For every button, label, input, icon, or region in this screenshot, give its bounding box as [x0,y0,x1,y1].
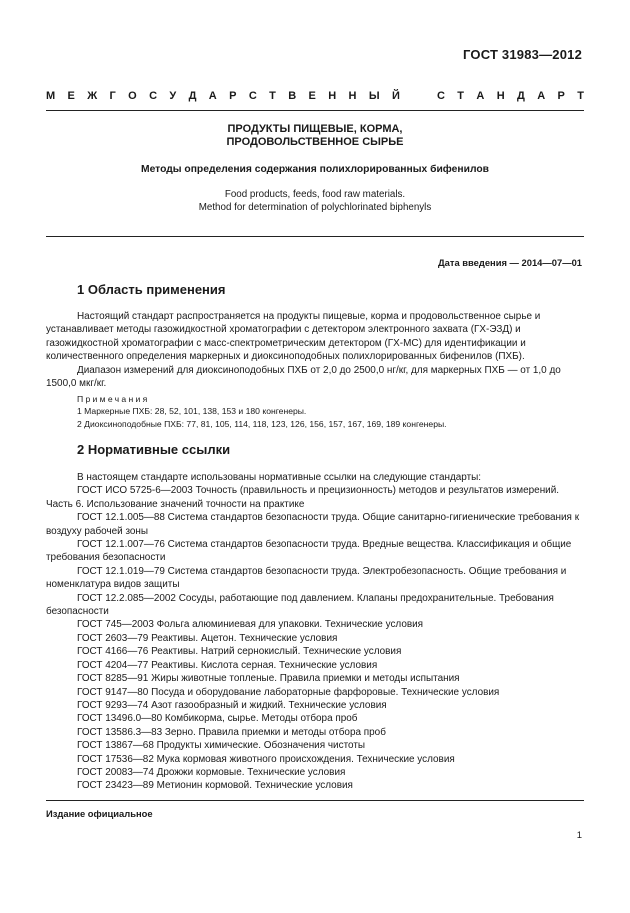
english-title: Food products, feeds, food raw materials. Method for determination of polychlorinated biphenyls [198,189,432,213]
document-subtitle: Методы определения содержания полихлорированных бифенилов [141,164,489,175]
footer-divider [46,800,584,801]
official-edition-label: Издание официальное [46,808,153,819]
reference-item: ГОСТ 745—2003 Фольга алюминиевая для упаковки. Технические условия [77,619,424,631]
reference-item: В настоящем стандарте использованы нормативные ссылки на следующие стандарты: [77,472,482,483]
reference-item: ГОСТ 4166—76 Реактивы. Натрий сернокислый. Технические условия [77,646,402,658]
reference-item: ГОСТ 9147—80 Посуда и оборудование лабораторные фарфоровые. Технические условия [77,686,500,698]
reference-item: ГОСТ 4204—77 Реактивы. Кислота серная. Технические условия [77,659,378,671]
section-1-body [46,310,584,390]
reference-item: ГОСТ 13867—68 Продукты химические. Обозначения чистоты [77,740,366,752]
header-divider [46,110,584,111]
title-divider [46,236,584,237]
reference-item: ГОСТ 23423—89 Метионин кормовой. Технические условия [77,780,353,792]
note-2: 2 Диоксиноподобные ПХБ: 77, 81, 105, 114, 118, 123, 126, 156, 157, 167, 169, 189 конгенеры. [77,418,447,429]
notes-block [77,393,447,430]
section-1-heading: 1 Область применения [77,282,226,297]
reference-item: ГОСТ 17536—82 Мука кормовая животного происхождения. Технические условия [77,753,455,765]
notes-header: Примечания [77,394,150,404]
range-paragraph: Диапазон измерений для диоксиноподобных ПХБ от 2,0 до 2500,0 нг/кг, для маркерных ПХБ — от 1,0 до 1500,0 мкг/кг. [46,364,561,390]
section-2-heading: 2 Нормативные ссылки [77,442,231,457]
reference-item: ГОСТ ИСО 5725-6—2003 Точность (правильность и прецизионность) методов и результатов измерений. Часть 6. Использование значений точности на практике [46,485,560,510]
normative-references-list [46,471,584,793]
introduction-date: Дата введения — 2014—07—01 [437,257,582,268]
reference-item: ГОСТ 12.1.005—88 Система стандартов безопасности труда. Общие санитарно-гигиенические требования к воздуху рабочей зоны [46,512,580,537]
document-title: ПРОДУКТЫ ПИЩЕВЫЕ, КОРМА, ПРОДОВОЛЬСТВЕННОЕ СЫРЬЕ [226,123,404,148]
reference-item: ГОСТ 13586.3—83 Зерно. Правила приемки и методы отбора проб [77,726,386,738]
reference-item: ГОСТ 8285—91 Жиры животные топленые. Правила приемки и методы испытания [77,673,460,685]
reference-item: ГОСТ 9293—74 Азот газообразный и жидкий. Технические условия [77,699,387,711]
gost-number: ГОСТ 31983—2012 [463,47,582,62]
reference-item: ГОСТ 12.1.007—76 Система стандартов безопасности труда. Вредные вещества. Классификация и общие требования безопасности [46,539,572,564]
interstate-standard-banner: М Е Ж Г О С У Д А Р С Т В Е Н Н Ы Й С Т А Н Д А Р Т [46,90,584,102]
page-number: 1 [576,830,582,841]
note-1: 1 Маркерные ПХБ: 28, 52, 101, 138, 153 и 180 конгенеры. [77,406,307,417]
reference-item: ГОСТ 13496.0—80 Комбикорма, сырье. Методы отбора проб [77,713,358,725]
scope-paragraph: Настоящий стандарт распространяется на продукты пищевые, корма и продовольственное сырье и устанавливает методы газожидкостной хроматографии с детектором электронного захвата (ГХ-ЭЗД) и газожидкостной хроматографии с масс-спектрометрическим детектором (ГХ-МС) для идентификации и количественного определения маркерных и диоксиноподобных полихлорированных бифенилов (ПХБ). [46,311,541,363]
reference-item: ГОСТ 2603—79 Реактивы. Ацетон. Технические условия [77,632,338,644]
reference-item: ГОСТ 12.2.085—2002 Сосуды, работающие под давлением. Клапаны предохранительные. Требования безопасности [46,592,554,618]
reference-item: ГОСТ 20083—74 Дрожжи кормовые. Технические условия [77,766,346,778]
reference-item: ГОСТ 12.1.019—79 Система стандартов безопасности труда. Электробезопасность. Общие требования и номенклатура видов защиты [46,565,567,591]
